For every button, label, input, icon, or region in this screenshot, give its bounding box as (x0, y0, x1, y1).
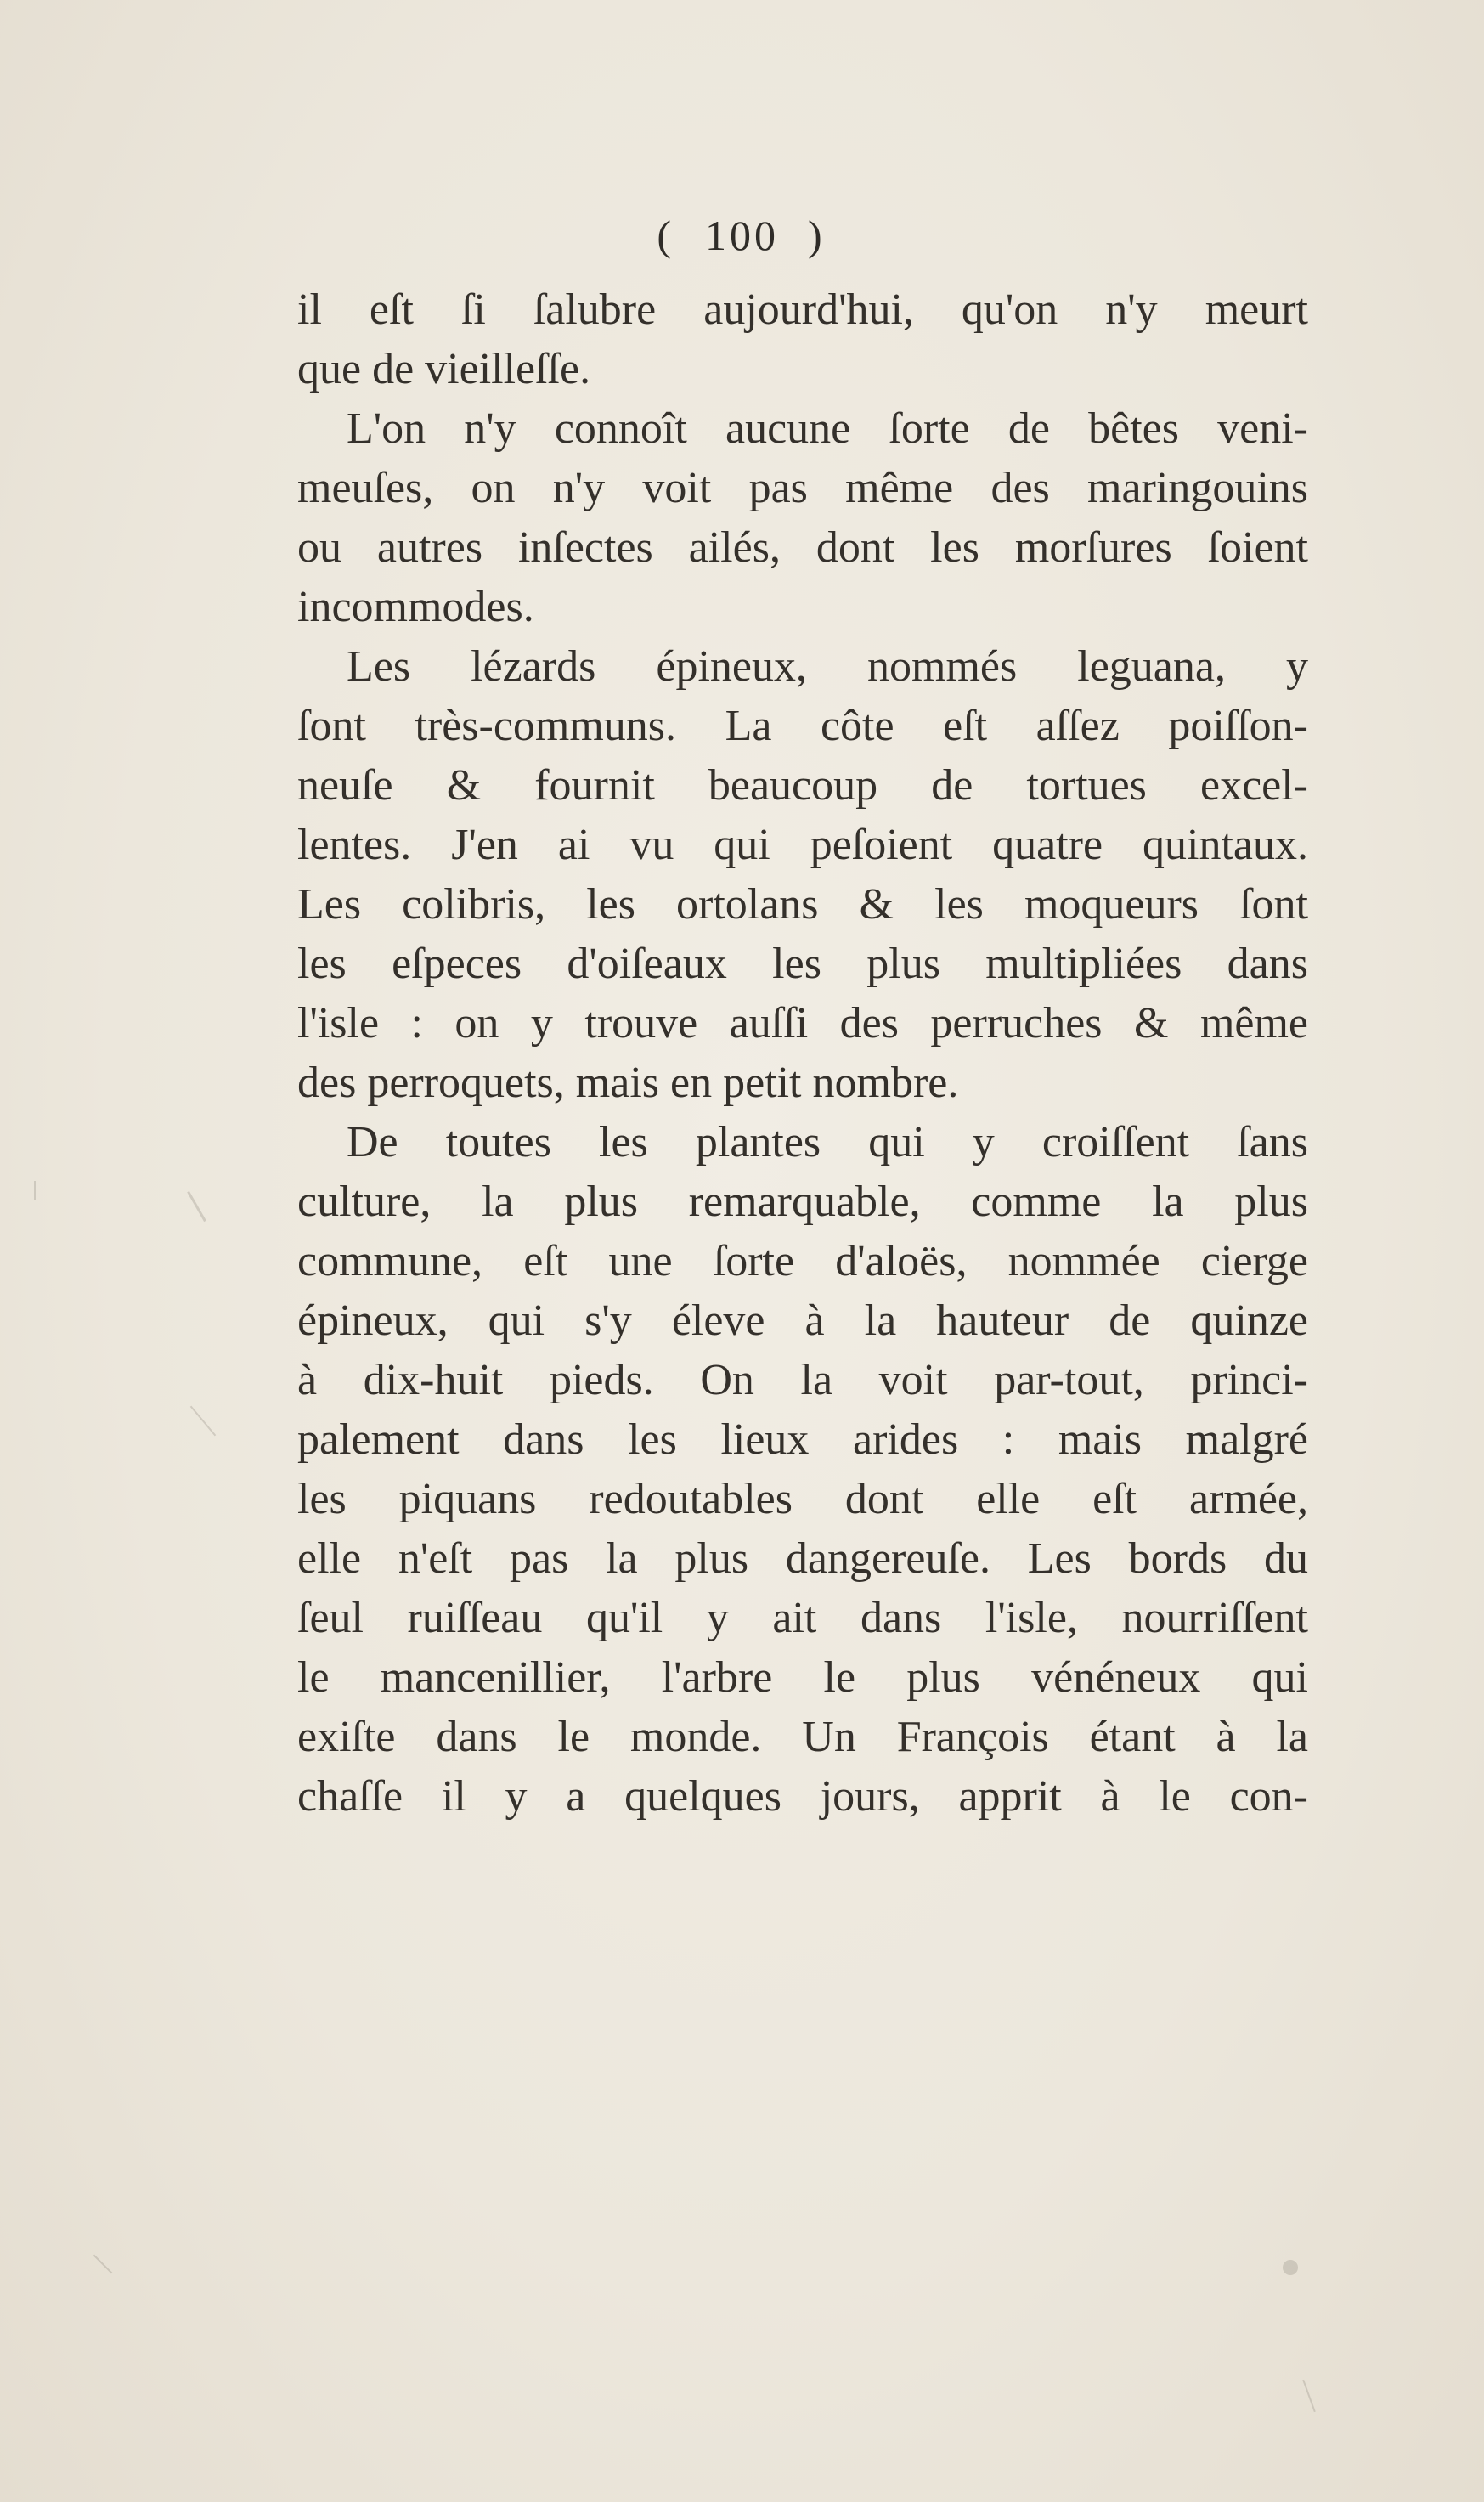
paper-speck (190, 1406, 216, 1437)
header-close-paren: ) (808, 212, 827, 259)
paper-speck (34, 1181, 36, 1200)
text-line: il eſt ſi ſalubre aujourd'hui, qu'on n'y meurt (297, 285, 1308, 334)
page-header (0, 211, 1484, 260)
text-line: ſont très-communs. La côte eſt aſſez poiſſon- (297, 702, 1308, 750)
text-line: meuſes, on n'y voit pas même des maringouins (297, 464, 1308, 512)
text-line: elle n'eſt pas la plus dangereuſe. Les bords du (297, 1534, 1308, 1583)
text-line: Les colibris, les ortolans & les moqueurs ſont (297, 880, 1308, 929)
text-line: à dix-huit pieds. On la voit par-tout, princi- (297, 1356, 1308, 1404)
text-line: les eſpeces d'oiſeaux les plus multipliées dans (297, 940, 1308, 988)
text-line: ſeul ruiſſeau qu'il y ait dans l'isle, nourriſſent (297, 1594, 1308, 1642)
text-line: palement dans les lieux arides : mais malgré (297, 1415, 1308, 1464)
paper-speck (93, 2255, 113, 2274)
text-line: épineux, qui s'y éleve à la hauteur de quinze (297, 1296, 1308, 1345)
text-line: l'isle : on y trouve auſſi des perruches & même (297, 999, 1308, 1048)
header-open-paren: ( (657, 212, 676, 259)
page-number: 100 (705, 212, 779, 259)
text-line: incommodes. (297, 583, 534, 631)
text-line: des perroquets, mais en petit nombre. (297, 1059, 959, 1107)
text-line: que de vieilleſſe. (297, 345, 591, 393)
text-line: exiſte dans le monde. Un François étant à la (297, 1713, 1308, 1761)
text-line: Les lézards épineux, nommés leguana, y (347, 642, 1308, 691)
text-line: L'on n'y connoît aucune ſorte de bêtes veni- (347, 404, 1308, 453)
paper-speck (1283, 2260, 1298, 2275)
text-line: ou autres inſectes ailés, dont les morſures ſoient (297, 523, 1308, 572)
text-line: les piquans redoutables dont elle eſt armée, (297, 1475, 1308, 1523)
text-line: le mancenillier, l'arbre le plus vénéneux qui (297, 1653, 1308, 1702)
text-line: lentes. J'en ai vu qui peſoient quatre quintaux. (297, 821, 1308, 869)
text-line: neuſe & fournit beaucoup de tortues excel- (297, 761, 1308, 810)
paper-speck (187, 1191, 206, 1222)
text-line: chaſſe il y a quelques jours, apprit à le con- (297, 1772, 1308, 1821)
paper-speck (1302, 2380, 1316, 2412)
text-line: culture, la plus remarquable, comme la plus (297, 1178, 1308, 1226)
text-line: commune, eſt une ſorte d'aloës, nommée cierge (297, 1237, 1308, 1285)
text-line: De toutes les plantes qui y croiſſent ſans (347, 1118, 1308, 1166)
